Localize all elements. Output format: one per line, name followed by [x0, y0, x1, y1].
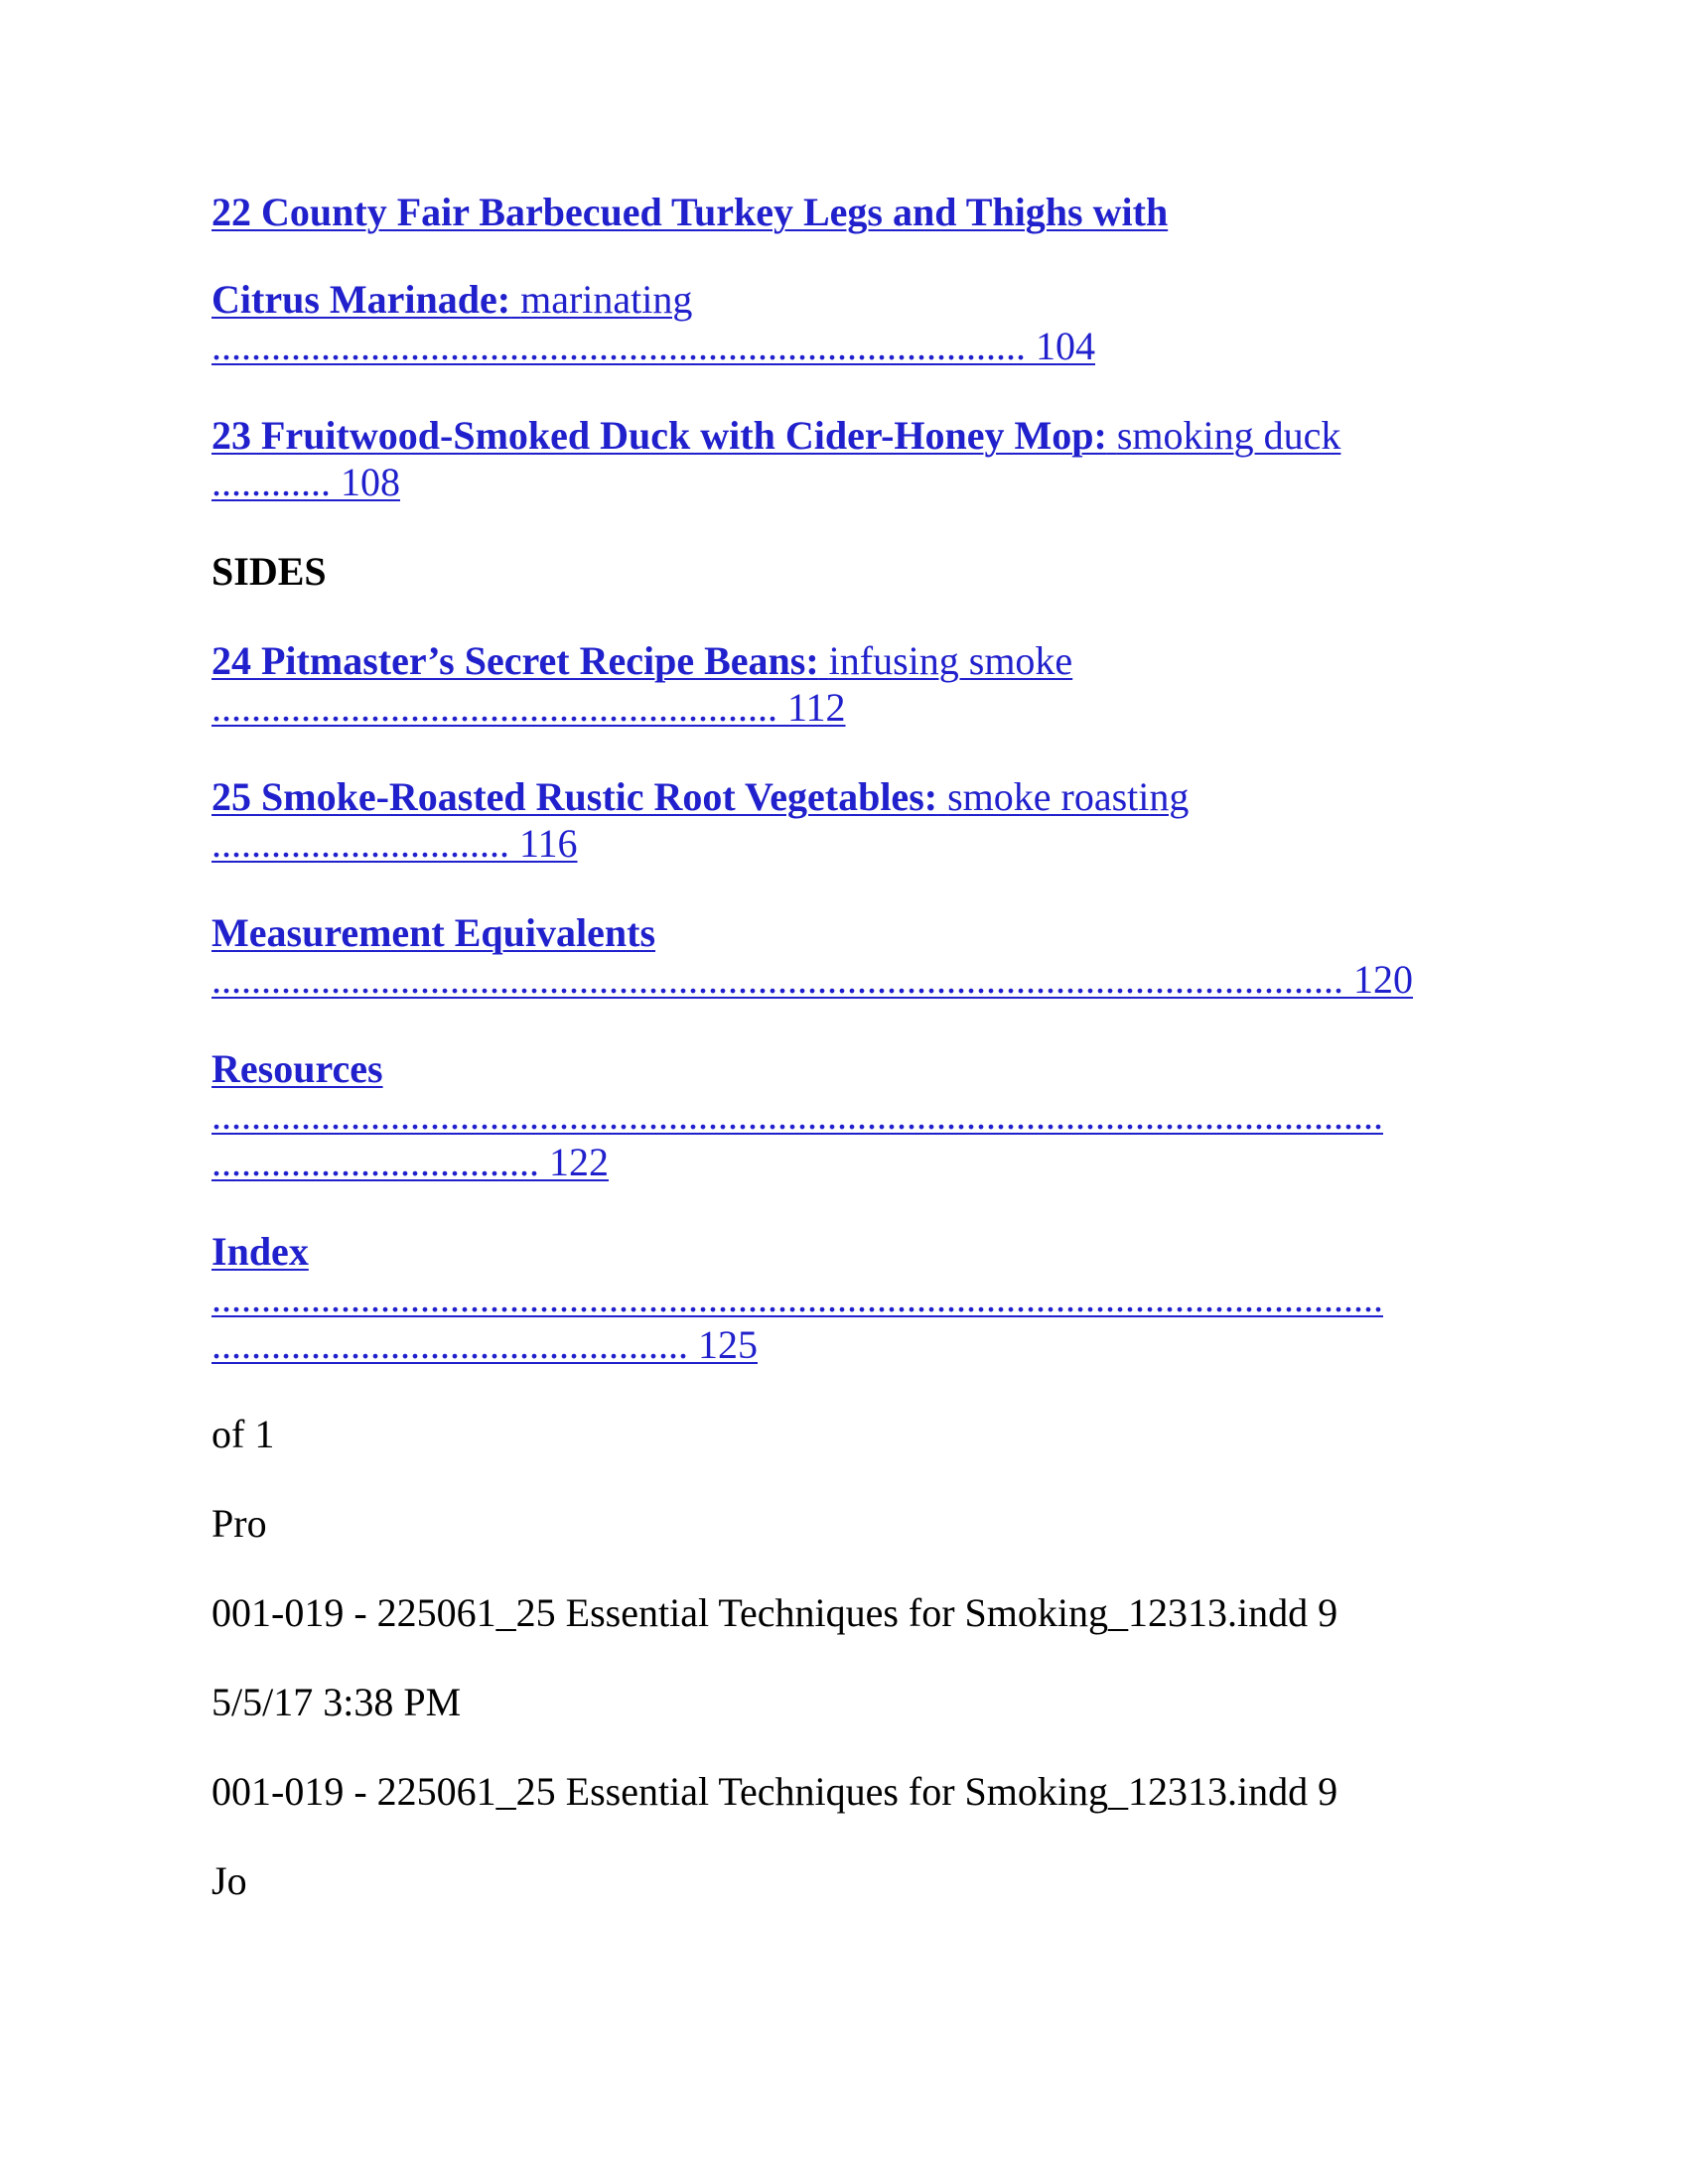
toc-entry-resources-title: Resources — [211, 1046, 383, 1091]
toc-entry-22-title-line2: Citrus Marinade: — [211, 277, 511, 322]
toc-entry-23-page: 108 — [341, 460, 400, 504]
timestamp-line: 5/5/17 3:38 PM — [211, 1680, 462, 1724]
toc-entry-22-leader: .................................................................................. — [211, 324, 1026, 368]
section-heading-sides: SIDES — [211, 549, 327, 594]
file-slug-line-1: 001-019 - 225061_25 Essential Techniques for Smoking_12313.indd 9 — [211, 1590, 1338, 1635]
toc-entry-25-page: 116 — [519, 821, 578, 866]
toc-entry-resources-leader-1: ...................................................................................................................... — [211, 1093, 1383, 1138]
toc-entry-measurement-leader: .................................................................................................................. — [211, 957, 1343, 1002]
toc-entry-22 — [211, 189, 1482, 235]
toc-entry-resources-page: 122 — [549, 1140, 609, 1184]
toc-link-measurement[interactable] — [211, 910, 1413, 1002]
toc-entry-22-page: 104 — [1036, 324, 1095, 368]
toc-entry-24-desc: infusing smoke — [828, 638, 1073, 683]
toc-entry-25-desc: smoke roasting — [947, 774, 1190, 819]
toc-entry-24 — [211, 637, 1482, 731]
toc-entry-23-title: 23 Fruitwood-Smoked Duck with Cider-Honey Mop: — [211, 413, 1107, 458]
toc-link-22-cont[interactable] — [211, 277, 1095, 368]
toc-entry-24-leader: ......................................................... — [211, 685, 777, 730]
toc-entry-24-title: 24 Pitmaster’s Secret Recipe Beans: — [211, 638, 819, 683]
toc-entry-23-leader: ............ — [211, 460, 331, 504]
toc-entry-22-title-line1: 22 County Fair Barbecued Turkey Legs and Thighs with — [211, 190, 1169, 234]
toc-entry-25-leader: .............................. — [211, 821, 509, 866]
toc-entry-25-title: 25 Smoke-Roasted Rustic Root Vegetables: — [211, 774, 938, 819]
toc-entry-index-page: 125 — [698, 1322, 758, 1367]
toc-entry-index — [211, 1228, 1482, 1368]
toc-link-22[interactable] — [211, 189, 1482, 235]
toc-link-resources[interactable] — [211, 1046, 1383, 1184]
jo-line: Jo — [211, 1858, 247, 1903]
toc-link-23[interactable] — [211, 413, 1340, 504]
pro-line: Pro — [211, 1501, 267, 1546]
toc-entry-22-continued — [211, 276, 1482, 369]
toc-entry-index-leader-2: ................................................ — [211, 1322, 688, 1367]
toc-entry-measurement-title: Measurement Equivalents — [211, 910, 656, 955]
toc-entry-measurement-page: 120 — [1353, 957, 1413, 1002]
toc-entry-index-title: Index — [211, 1229, 309, 1274]
toc-entry-measurement — [211, 909, 1482, 1003]
toc-entry-index-leader-1: ...................................................................................................................... — [211, 1276, 1383, 1320]
toc-entry-22-desc: marinating — [520, 277, 693, 322]
toc-link-25[interactable] — [211, 774, 1189, 866]
toc-entry-resources-leader-2: ................................. — [211, 1140, 539, 1184]
file-slug-line-2: 001-019 - 225061_25 Essential Techniques for Smoking_12313.indd 9 — [211, 1769, 1338, 1814]
toc-entry-24-page: 112 — [787, 685, 846, 730]
page-of-line: of 1 — [211, 1412, 275, 1456]
toc-entry-23-desc: smoking duck — [1116, 413, 1341, 458]
toc-entry-resources — [211, 1045, 1482, 1185]
toc-entry-23 — [211, 412, 1482, 505]
toc-entry-25 — [211, 773, 1482, 867]
document-page — [211, 189, 1482, 1947]
toc-link-24[interactable] — [211, 638, 1072, 730]
toc-link-index[interactable] — [211, 1229, 1383, 1367]
